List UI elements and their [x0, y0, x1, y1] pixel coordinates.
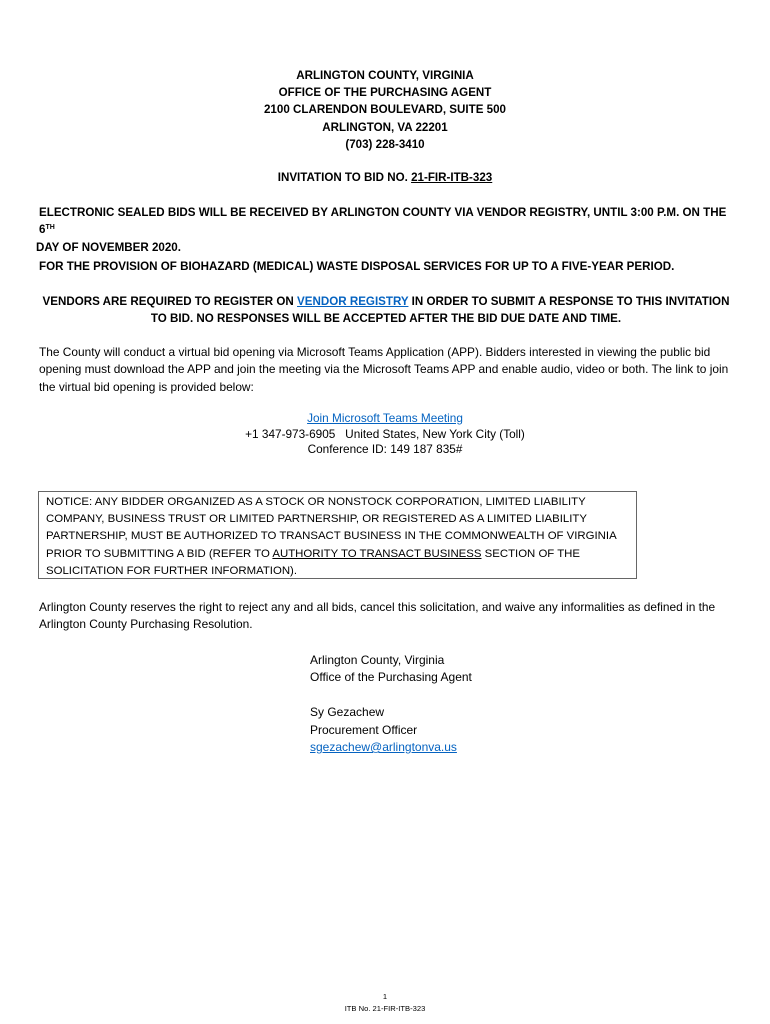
meeting-info: [0, 411, 770, 458]
deadline-text-end: DAY OF NOVEMBER 2020.: [36, 240, 181, 254]
notice-line: PRIOR TO SUBMITTING A BID (REFER TO: [46, 547, 273, 560]
registration-line2: TO BID. NO RESPONSES WILL BE ACCEPTED AFTER THE BID DUE DATE AND TIME.: [150, 312, 622, 326]
page-number: 1: [382, 992, 388, 1001]
authority-section-ref: AUTHORITY TO TRANSACT BUSINESS: [272, 547, 482, 560]
provision-paragraph: FOR THE PROVISION OF BIOHAZARD (MEDICAL) WASTE DISPOSAL SERVICES FOR UP TO A FIVE-YEAR PERIOD.: [39, 260, 675, 273]
notice-line: SECTION OF THE: [481, 547, 581, 560]
signature-title: Procurement Officer: [310, 722, 418, 737]
letterhead: [0, 67, 770, 153]
signature-block: [310, 652, 472, 756]
invitation-title: [0, 171, 770, 184]
conference-id: Conference ID: 149 187 835#: [307, 442, 463, 457]
invitation-prefix: INVITATION TO BID NO.: [277, 171, 412, 184]
virtual-opening-paragraph: The County will conduct a virtual bid opening via Microsoft Teams Application (APP). Bidders interested in viewing the public bid opening must download the APP and join the meeting via the Microsoft Teams APP and enable audio, video or both. The link to join the virtual bid opening is provided below:: [39, 345, 729, 394]
phone-number: (703) 228-3410: [345, 137, 425, 151]
teams-meeting-link[interactable]: Join Microsoft Teams Meeting: [307, 411, 463, 425]
notice-line: NOTICE: ANY BIDDER ORGANIZED AS A STOCK OR NONSTOCK CORPORATION, LIMITED LIABILITY: [46, 496, 586, 508]
notice-line: PARTNERSHIP, MUST BE AUTHORIZED TO TRANSACT BUSINESS IN THE COMMONWEALTH OF VIRGINIA: [46, 530, 617, 543]
vendor-registry-link[interactable]: VENDOR REGISTRY: [297, 295, 409, 308]
signature-name: Sy Gezachew: [310, 705, 385, 720]
reservation-paragraph: Arlington County reserves the right to reject any and all bids, cancel this solicitation, and waive any informalities as defined in the Arlington County Purchasing Resolution.: [39, 600, 716, 632]
deadline-superscript: TH: [45, 224, 55, 232]
deadline-paragraph: [36, 204, 733, 256]
notice-line: SOLICITATION FOR FURTHER INFORMATION).: [46, 564, 298, 577]
signature-office: Office of the Purchasing Agent: [310, 670, 472, 685]
deadline-text: ELECTRONIC SEALED BIDS WILL BE RECEIVED BY ARLINGTON COUNTY VIA VENDOR REGISTRY, UNTIL 3:00 P.M. ON THE 6: [39, 206, 727, 237]
footer-reference: ITB No. 21-FIR-ITB-323: [344, 1004, 426, 1013]
street-address: 2100 CLARENDON BOULEVARD, SUITE 500: [263, 103, 507, 117]
registration-text-cont: IN ORDER TO SUBMIT A RESPONSE TO THIS INVITATION: [408, 295, 730, 308]
registration-text: VENDORS ARE REQUIRED TO REGISTER ON: [42, 295, 297, 308]
registration-notice: [39, 293, 733, 328]
city-state-zip: ARLINGTON, VA 22201: [322, 120, 448, 134]
signature-org: Arlington County, Virginia: [310, 653, 445, 667]
notice-line: COMPANY, BUSINESS TRUST OR LIMITED PARTNERSHIP, OR REGISTERED AS A LIMITED LIABILITY: [46, 513, 587, 526]
notice-box: [38, 491, 637, 579]
page-footer: [0, 991, 770, 1015]
meeting-phone: +1 347-973-6905 United States, New York City (Toll): [245, 426, 525, 441]
signature-email-link[interactable]: sgezachew@arlingtonva.us: [310, 740, 457, 755]
county-name: ARLINGTON COUNTY, VIRGINIA: [296, 69, 474, 82]
office-name: OFFICE OF THE PURCHASING AGENT: [278, 86, 492, 100]
invitation-number: 21-FIR-ITB-323: [411, 171, 493, 184]
